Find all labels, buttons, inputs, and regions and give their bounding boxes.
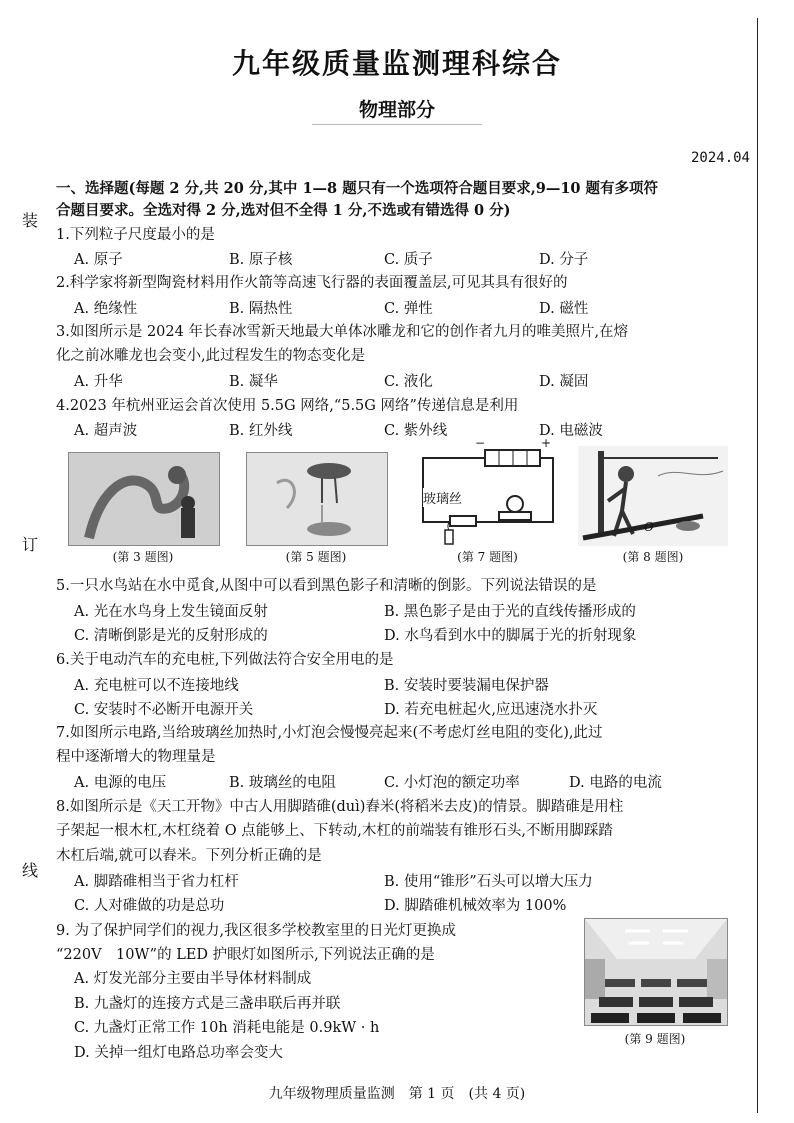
glass-wire-label: 玻璃丝 <box>423 488 462 507</box>
option-a: A. 电源的电压 <box>74 775 167 791</box>
question-9-option-c: C. 九盏灯正常工作 10h 消耗电能是 0.9kW · h <box>74 1020 380 1036</box>
option-c: C. 安装时不必断开电源开关 <box>74 702 254 718</box>
option-c: C. 液化 <box>384 374 433 390</box>
option-b: B. 使用“锥形”石头可以增大压力 <box>384 874 593 890</box>
question-9-line2: “220V 10W”的 LED 护眼灯如图所示,下列说法正确的是 <box>56 947 435 963</box>
option-c: C. 紫外线 <box>384 423 448 439</box>
option-c: C. 人对碓做的功是总功 <box>74 898 225 914</box>
section-instruction-line2: 合题目要求。全选对得 2 分,选对但不全得 1 分,不选或有错选得 0 分) <box>56 202 511 219</box>
page-subtitle: 物理部分 <box>358 99 435 121</box>
section-instruction-line1: 一、选择题(每题 2 分,共 20 分,其中 1—8 题只有一个选项符合题目要求,9—10 题有多项符 <box>56 180 659 197</box>
option-c: C. 小灯泡的额定功率 <box>384 775 520 791</box>
figure-5-caption: (第 5 题图) <box>285 550 347 564</box>
question-4-options <box>74 419 734 440</box>
question-6-options-row1 <box>74 674 734 695</box>
pivot-o-label: O <box>644 520 654 534</box>
question-8-line2: 子架起一根木杠,木杠绕着 O 点能够上、下转动,木杠的前端装有锥形石头,不断用脚踩踏 <box>56 823 613 839</box>
question-7-line2: 程中逐渐增大的物理量是 <box>56 749 216 765</box>
question-3-line2: 化之前冰雕龙也会变小,此过程发生的物态变化是 <box>56 348 366 364</box>
question-3-options <box>74 370 734 391</box>
question-5-options-row2 <box>74 624 734 645</box>
question-9-option-a: A. 灯发光部分主要由半导体材料制成 <box>74 971 312 987</box>
question-5: 5.一只水鸟站在水中觅食,从图中可以看到黑色影子和清晰的倒影。下列说法错误的是 <box>56 578 597 594</box>
option-b: B. 黑色影子是由于光的直线传播形成的 <box>384 604 636 620</box>
margin-char-zhuang: 装 <box>22 211 39 230</box>
figure-5-water-bird <box>246 452 388 546</box>
option-d: D. 电磁波 <box>539 423 603 439</box>
figure-7-circuit <box>415 436 560 546</box>
option-b: B. 红外线 <box>229 423 293 439</box>
option-d: D. 若充电桩起火,应迅速浇水扑灭 <box>384 702 598 718</box>
question-9-option-b: B. 九盏灯的连接方式是三盏串联后再并联 <box>74 996 341 1012</box>
figure-8-caption: (第 8 题图) <box>622 550 684 564</box>
page-title: 九年级质量监测理科综合 <box>231 47 562 80</box>
question-2: 2.科学家将新型陶瓷材料用作火箭等高速飞行器的表面覆盖层,可见其具有很好的 <box>56 275 568 291</box>
option-c: C. 弹性 <box>384 301 433 317</box>
option-b: B. 原子核 <box>229 252 293 268</box>
option-a: A. 光在水鸟身上发生镜面反射 <box>74 604 268 620</box>
margin-char-ding: 订 <box>22 535 39 554</box>
battery-plus-label: + <box>541 436 552 450</box>
question-1-options <box>74 248 734 269</box>
question-8-options-row1 <box>74 870 734 891</box>
question-7-options <box>74 771 734 792</box>
option-b: B. 凝华 <box>229 374 278 390</box>
question-2-options <box>74 297 734 318</box>
question-5-options-row1 <box>74 600 734 621</box>
question-6: 6.关于电动汽车的充电桩,下列做法符合安全用电的是 <box>56 652 394 668</box>
question-9-option-d: D. 关掉一组灯电路总功率会变大 <box>74 1045 283 1061</box>
classroom-illustration <box>585 919 727 1025</box>
question-8-options-row2 <box>74 894 734 915</box>
binding-margin-line <box>757 18 758 1113</box>
water-bird-illustration <box>247 453 387 545</box>
option-a: A. 充电桩可以不连接地线 <box>74 678 239 694</box>
question-8-line3: 木杠后端,就可以舂米。下列分析正确的是 <box>56 848 322 864</box>
question-4: 4.2023 年杭州亚运会首次使用 5.5G 网络,“5.5G 网络”传递信息是利用 <box>56 398 519 414</box>
option-b: B. 隔热性 <box>229 301 293 317</box>
question-6-options-row2 <box>74 698 734 719</box>
figure-3-ice-dragon <box>68 452 220 546</box>
figure-3-caption: (第 3 题图) <box>112 550 174 564</box>
figure-7-caption: (第 7 题图) <box>457 550 518 564</box>
page-footer: 九年级物理质量监测 第 1 页 (共 4 页) <box>268 1086 526 1102</box>
option-c: C. 清晰倒影是光的反射形成的 <box>74 628 268 644</box>
battery-minus-label: − <box>475 436 486 450</box>
option-a: A. 升华 <box>74 374 123 390</box>
option-b: B. 安装时要装漏电保护器 <box>384 678 549 694</box>
margin-char-xian: 线 <box>22 861 39 880</box>
question-9-line1: 9. 为了保护同学们的视力,我区很多学校教室里的日光灯更换成 <box>56 923 457 939</box>
option-d: D. 电路的电流 <box>569 775 662 791</box>
option-a: A. 超声波 <box>74 423 138 439</box>
option-a: A. 原子 <box>74 252 123 268</box>
figure-9-caption: (第 9 题图) <box>624 1032 686 1046</box>
exam-date: 2024.04 <box>690 150 750 166</box>
figure-9-classroom <box>584 918 728 1026</box>
option-d: D. 磁性 <box>539 301 589 317</box>
figure-8-pedal-pestle <box>578 446 728 546</box>
option-c: C. 质子 <box>384 252 433 268</box>
option-d: D. 脚踏碓机械效率为 100% <box>384 898 567 914</box>
question-1: 1.下列粒子尺度最小的是 <box>56 227 215 243</box>
question-8-line1: 8.如图所示是《天工开物》中古人用脚踏碓(duì)舂米(将稻米去皮)的情景。脚踏碓是用柱 <box>56 799 624 815</box>
question-3-line1: 3.如图所示是 2024 年长春冰雪新天地最大单体冰雕龙和它的创作者九月的唯美照片,在熔 <box>56 324 629 340</box>
option-a: A. 绝缘性 <box>74 301 138 317</box>
subtitle-underline <box>312 124 482 125</box>
option-d: D. 水鸟看到水中的脚属于光的折射现象 <box>384 628 637 644</box>
question-7-line1: 7.如图所示电路,当给玻璃丝加热时,小灯泡会慢慢亮起来(不考虑灯丝电阻的变化),此过 <box>56 725 603 741</box>
ice-dragon-illustration <box>69 453 219 545</box>
option-a: A. 脚踏碓相当于省力杠杆 <box>74 874 239 890</box>
option-b: B. 玻璃丝的电阻 <box>229 775 336 791</box>
option-d: D. 分子 <box>539 252 589 268</box>
option-d: D. 凝固 <box>539 374 589 390</box>
